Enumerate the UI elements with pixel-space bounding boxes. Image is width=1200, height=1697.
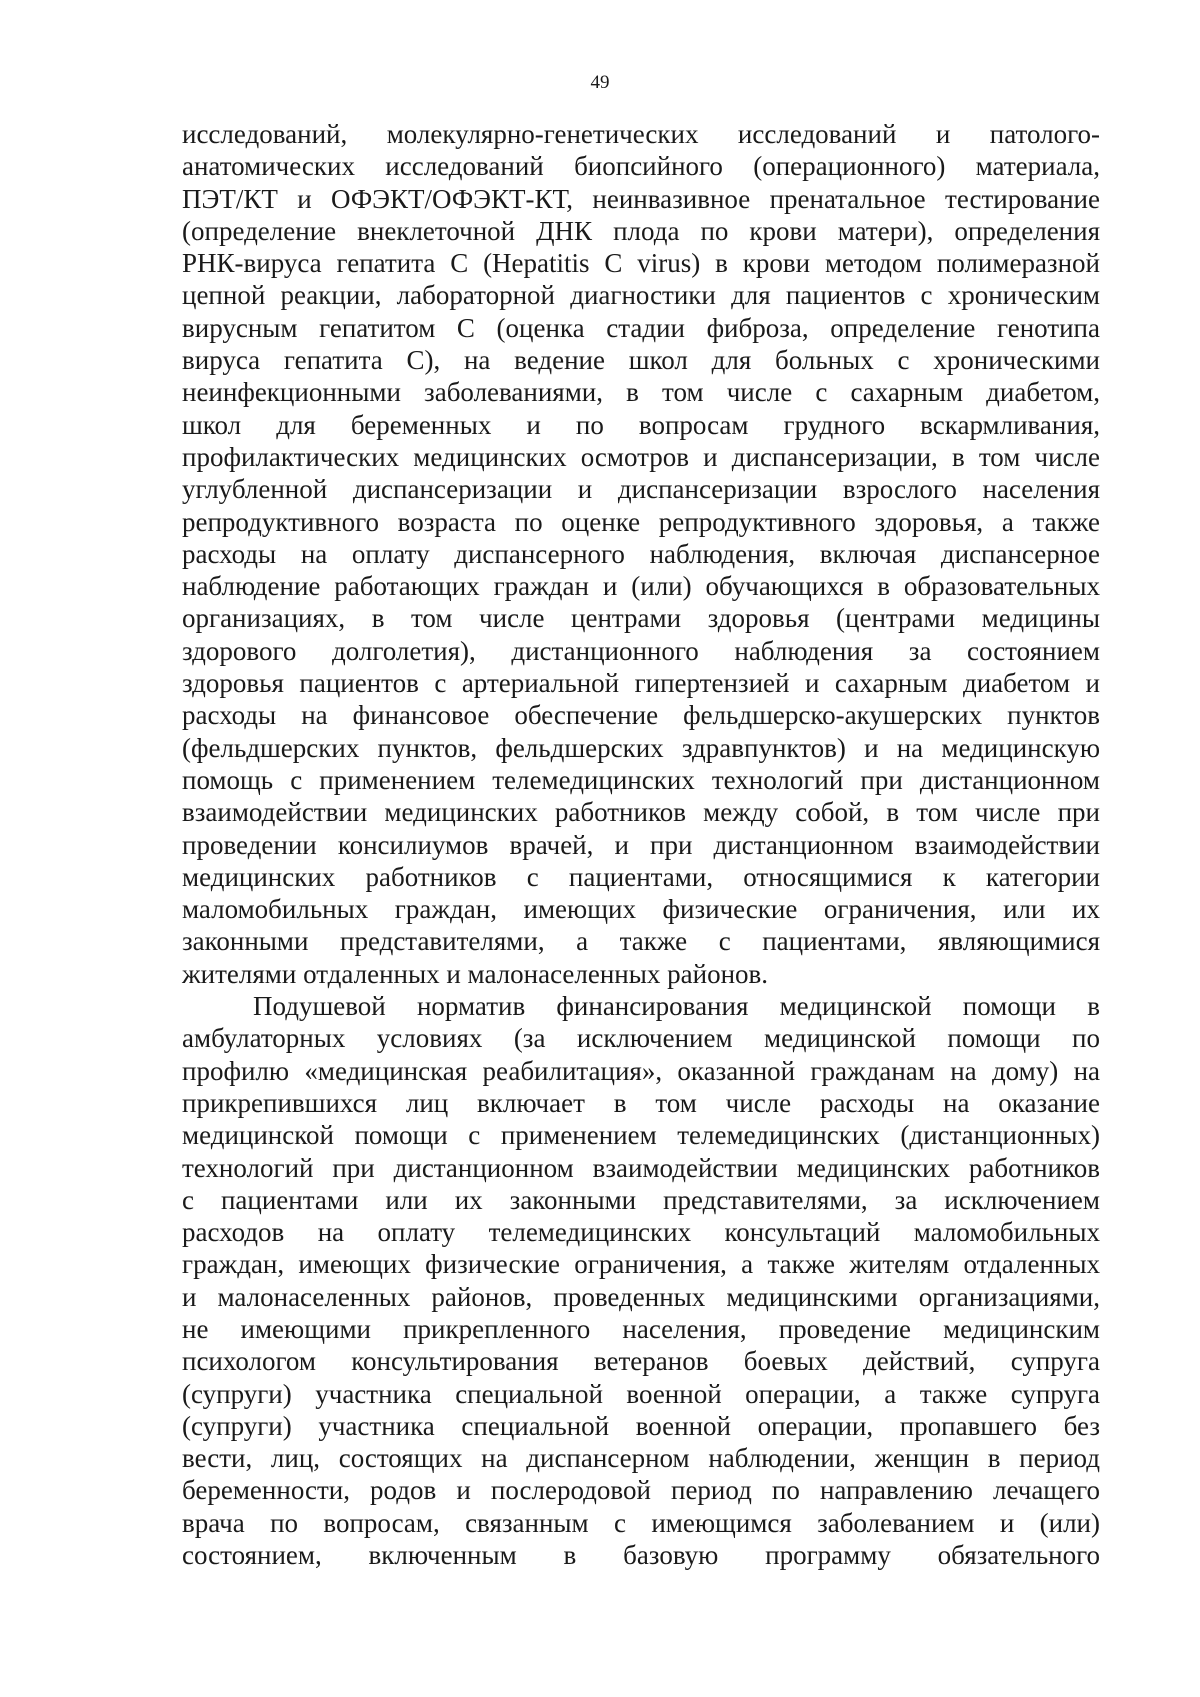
text-line: неинфекционными заболеваниями, в том числе с сахарным диабетом, [182,377,1100,408]
text-line: ПЭТ/КТ и ОФЭКТ/ОФЭКТ-КТ, неинвазивное пренатальное тестирование [182,183,1100,214]
page-number: 49 [590,72,610,93]
text-line: помощь с применением телемедицинских технологий при дистанционном [182,764,1100,795]
text-line: (фельдшерских пунктов, фельдшерских здравпунктов) и на медицинскую [182,732,1100,763]
text-line: технологий при дистанционном взаимодействии медицинских работников [182,1152,1100,1183]
text-line: наблюдение работающих граждан и (или) обучающихся в образовательных [182,571,1100,602]
text-line: здорового долголетия), дистанционного наблюдения за состоянием [182,635,1100,666]
text-line: вирусным гепатитом С (оценка стадии фиброза, определение генотипа [182,312,1100,343]
text-line: цепной реакции, лабораторной диагностики для пациентов с хроническим [182,280,1100,311]
paragraph [182,990,1100,1571]
document-body [182,118,1100,1571]
text-line: медицинских работников с пациентами, относящимися к категории [182,861,1100,892]
text-line: (супруги) участника специальной военной операции, а также супруга [182,1378,1100,1409]
text-line: психологом консультирования ветеранов боевых действий, супруга [182,1346,1100,1377]
text-line: медицинской помощи с применением телемедицинских (дистанционных) [182,1120,1100,1151]
text-line: взаимодействии медицинских работников между собой, в том числе при [182,797,1100,828]
text-line: здоровья пациентов с артериальной гипертензией и сахарным диабетом и [182,668,1100,699]
text-line: законными представителями, а также с пациентами, являющимися [182,926,1100,957]
text-line: углубленной диспансеризации и диспансеризации взрослого населения [182,474,1100,505]
text-line: состоянием, включенным в базовую программу обязательного [182,1540,1100,1571]
text-line: (определение внеклеточной ДНК плода по крови матери), определения [182,215,1100,246]
text-line: анатомических исследований биопсийного (операционного) материала, [182,151,1100,182]
text-line: прикрепившихся лиц включает в том числе расходы на оказание [182,1087,1100,1118]
text-line: школ для беременных и по вопросам грудного вскармливания, [182,409,1100,440]
text-line: Подушевой норматив финансирования медицинской помощи в [253,991,1100,1022]
text-line: маломобильных граждан, имеющих физические ограничения, или их [182,894,1100,925]
text-line: профилю «медицинская реабилитация», оказанной гражданам на дому) на [182,1055,1100,1086]
text-line: и малонаселенных районов, проведенных медицинскими организациями, [182,1281,1100,1312]
text-line: РНК-вируса гепатита С (Hepatitis C virus) в крови методом полимеразной [182,248,1100,279]
text-line: амбулаторных условиях (за исключением медицинской помощи по [182,1023,1100,1054]
text-line: жителями отдаленных и малонаселенных районов. [182,958,769,989]
text-line: с пациентами или их законными представителями, за исключением [182,1184,1100,1215]
text-line: вируса гепатита С), на ведение школ для больных с хроническими [182,345,1100,376]
text-line: проведении консилиумов врачей, и при дистанционном взаимодействии [182,829,1100,860]
text-line: исследований, молекулярно-генетических исследований и патолого- [182,119,1100,149]
text-line: репродуктивного возраста по оценке репродуктивного здоровья, а также [182,506,1100,537]
text-line: организациях, в том числе центрами здоровья (центрами медицины [182,603,1100,634]
text-line: вести, лиц, состоящих на диспансерном наблюдении, женщин в период [182,1443,1100,1474]
text-line: расходы на оплату диспансерного наблюдения, включая диспансерное [182,538,1100,569]
text-line: профилактических медицинских осмотров и диспансеризации, в том числе [182,441,1100,472]
paragraph [182,118,1100,990]
text-line: расходы на финансовое обеспечение фельдшерско-акушерских пунктов [182,700,1100,731]
text-line: расходов на оплату телемедицинских консультаций маломобильных [182,1217,1100,1248]
text-line: не имеющими прикрепленного населения, проведение медицинским [182,1313,1100,1344]
text-line: (супруги) участника специальной военной операции, пропавшего без [182,1410,1100,1441]
text-line: врача по вопросам, связанным с имеющимся заболеванием и (или) [182,1507,1100,1538]
text-line: граждан, имеющих физические ограничения, а также жителям отдаленных [182,1249,1100,1280]
text-line: беременности, родов и послеродовой период по направлению лечащего [182,1475,1100,1506]
